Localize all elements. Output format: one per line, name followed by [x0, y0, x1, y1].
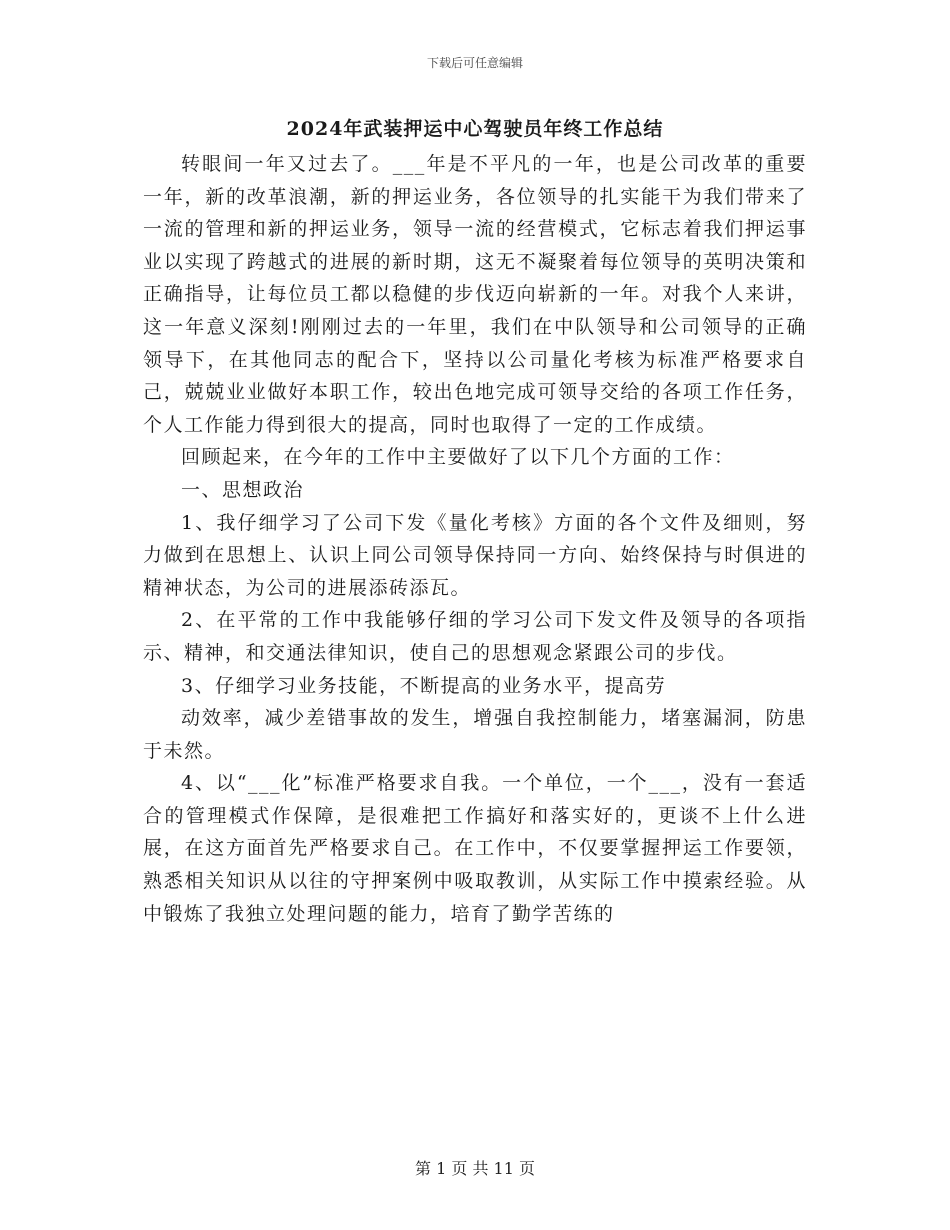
document-title: 2024年武装押运中心驾驶员年终工作总结 — [286, 118, 664, 140]
document-body — [143, 148, 807, 930]
paragraph-item-2: 2、在平常的工作中我能够仔细的学习公司下发文件及领导的各项指示、精神，和交通法律知识，使自己的思想观念紧跟公司的步伐。 — [143, 609, 807, 664]
page-number: 第 1 页 共 11 页 — [415, 1159, 535, 1178]
paragraph-intro: 转眼间一年又过去了。___年是不平凡的一年，也是公司改革的重要一年，新的改革浪潮，新的押运业务，各位领导的扎实能干为我们带来了一流的管理和新的押运业务，领导一流的经营模式，它标志着我们押运事业以实现了跨越式的进展的新时期，这无不凝聚着每位领导的英明决策和正确指导，让每位员工都以稳健的步伐迈向崭新的一年。对我个人来讲，这一年意义深刻!刚刚过去的一年里，我们在中队领导和公司领导的正确领导下，在其他同志的配合下，坚持以公司量化考核为标准严格要求自己，兢兢业业做好本职工作，较出色地完成可领导交给的各项工作任务，个人工作能力得到很大的提高，同时也取得了一定的工作成绩。 — [143, 153, 807, 436]
paragraph-item-4: 4、以“___化”标准严格要求自我。一个单位，一个___，没有一套适合的管理模式作保障，是很难把工作搞好和落实好的，更谈不上什么进展，在这方面首先严格要求自己。在工作中，不仅要掌握押运工作要领，熟悉相关知识从以往的守押案例中吸取教训，从实际工作中摸索经验。从中锻炼了我独立处理问题的能力，培育了勤学苦练的 — [143, 772, 807, 925]
paragraph-item-1: 1、我仔细学习了公司下发《量化考核》方面的各个文件及细则，努力做到在思想上、认识上同公司领导保持同一方向、始终保持与时俱进的精神状态，为公司的进展添砖添瓦。 — [143, 511, 807, 599]
section-heading-ideology: 一、思想政治 — [181, 478, 305, 501]
paragraph-review: 回顾起来，在今年的工作中主要做好了以下几个方面的工作： — [181, 446, 735, 469]
paragraph-item-3: 3、仔细学习业务技能，不断提高的业务水平，提高劳 — [181, 674, 667, 697]
page-header-note: 下载后可任意编辑 — [426, 56, 523, 70]
paragraph-item-3-continued: 动效率，减少差错事故的发生，增强自我控制能力，堵塞漏洞，防患于未然。 — [143, 707, 807, 762]
